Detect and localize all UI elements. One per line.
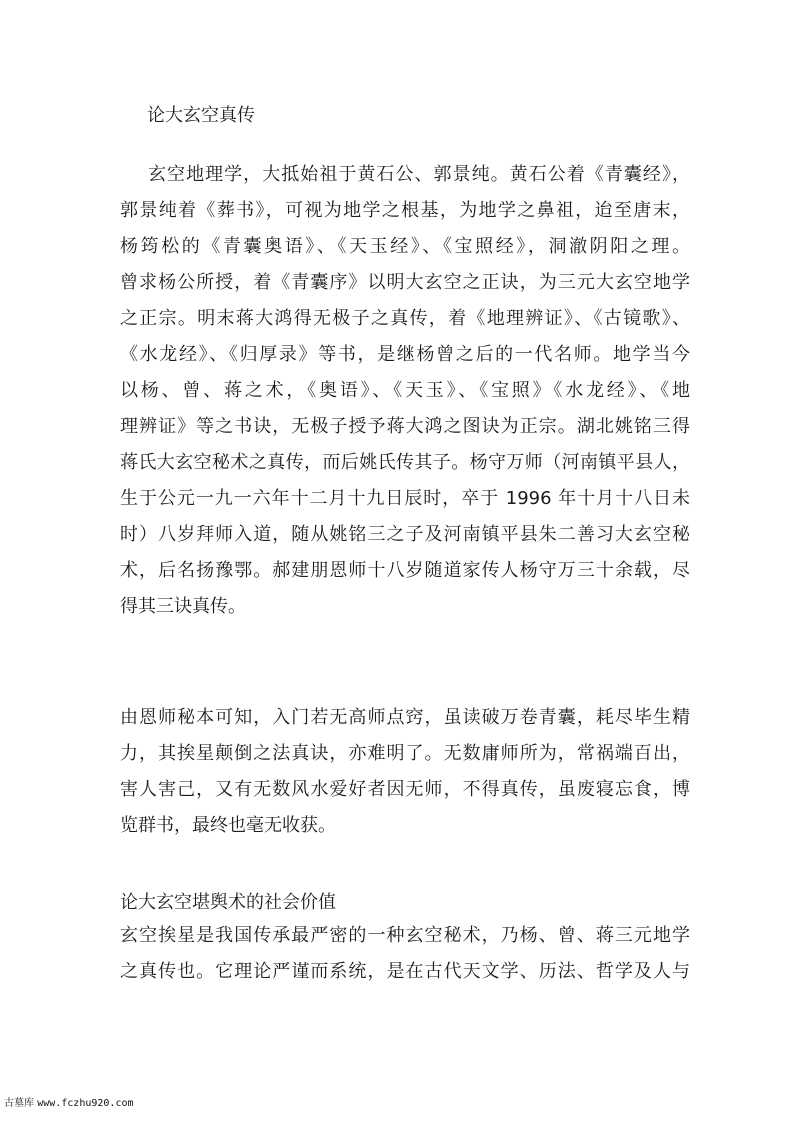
text-line: 之正宗。明末蒋大鸿得无极子之真传，着《地理辨证》、《古镜歌》、 (120, 308, 690, 329)
footer-watermark (4, 1097, 134, 1111)
section-heading: 论大玄空堪舆术的社会价值 (120, 892, 336, 913)
text-line: 杨筠松的《青囊奥语》、《天玉经》、《宝照经》，洞澈阴阳之理。 (120, 236, 690, 257)
paragraph-social-value (120, 918, 690, 990)
text-line: 害人害己，又有无数风水爱好者因无师，不得真传，虽废寝忘食，博 (120, 779, 690, 800)
text-line: 《水龙经》、《归厚录》等书，是继杨曾之后的一代名师。地学当今 (120, 344, 690, 365)
text-line: 玄空地理学，大抵始祖于黄石公、郭景纯。黄石公着《青囊经》， (148, 164, 690, 185)
text-line: 以杨、曾、蒋之术，《奥语》、《天玉》、《宝照》《水龙经》、《地 (120, 380, 690, 401)
text-line: 之真传也。它理论严谨而系统，是在古代天文学、历法、哲学及人与 (120, 961, 690, 982)
footer-url: www.fczhu920.com (37, 1098, 134, 1109)
paragraph-secret-text (120, 700, 690, 844)
text-line: 力，其挨星颠倒之法真诀，亦难明了。无数庸师所为，常祸端百出， (120, 743, 690, 764)
text-line: 术，后名扬豫鄂。郝建朋恩师十八岁随道家传人杨守万三十余载，尽 (120, 560, 690, 581)
footer-site-name: 古墓库 (4, 1098, 34, 1109)
text-line: 郭景纯着《葬书》，可视为地学之根基，为地学之鼻祖，迨至唐末， (120, 200, 690, 221)
text-line: 时）八岁拜师入道，随从姚铭三之子及河南镇平县朱二善习大玄空秘 (120, 524, 690, 545)
text-line: 得其三诀真传。 (120, 596, 246, 617)
text-line: 由恩师秘本可知，入门若无高师点窍，虽读破万卷青囊，耗尽毕生精 (120, 707, 690, 728)
text-line: 理辨证》等之书诀，无极子授予蒋大鸿之图诀为正宗。湖北姚铭三得 (120, 416, 690, 437)
text-line: 蒋氏大玄空秘术之真传，而后姚氏传其子。杨守万师（河南镇平县人， (120, 452, 690, 473)
text-line: 生于公元一九一六年十二月十九日辰时，卒于 1996 年十月十八日未 (120, 488, 690, 509)
section-title: 论大玄空真传 (147, 105, 255, 126)
text-line: 览群书，最终也毫无收获。 (120, 815, 336, 836)
text-line: 曾求杨公所授，着《青囊序》以明大玄空之正诀，为三元大玄空地学 (120, 272, 690, 293)
text-line: 玄空挨星是我国传承最严密的一种玄空秘术，乃杨、曾、蒋三元地学 (120, 925, 690, 946)
paragraph-intro (120, 157, 690, 625)
